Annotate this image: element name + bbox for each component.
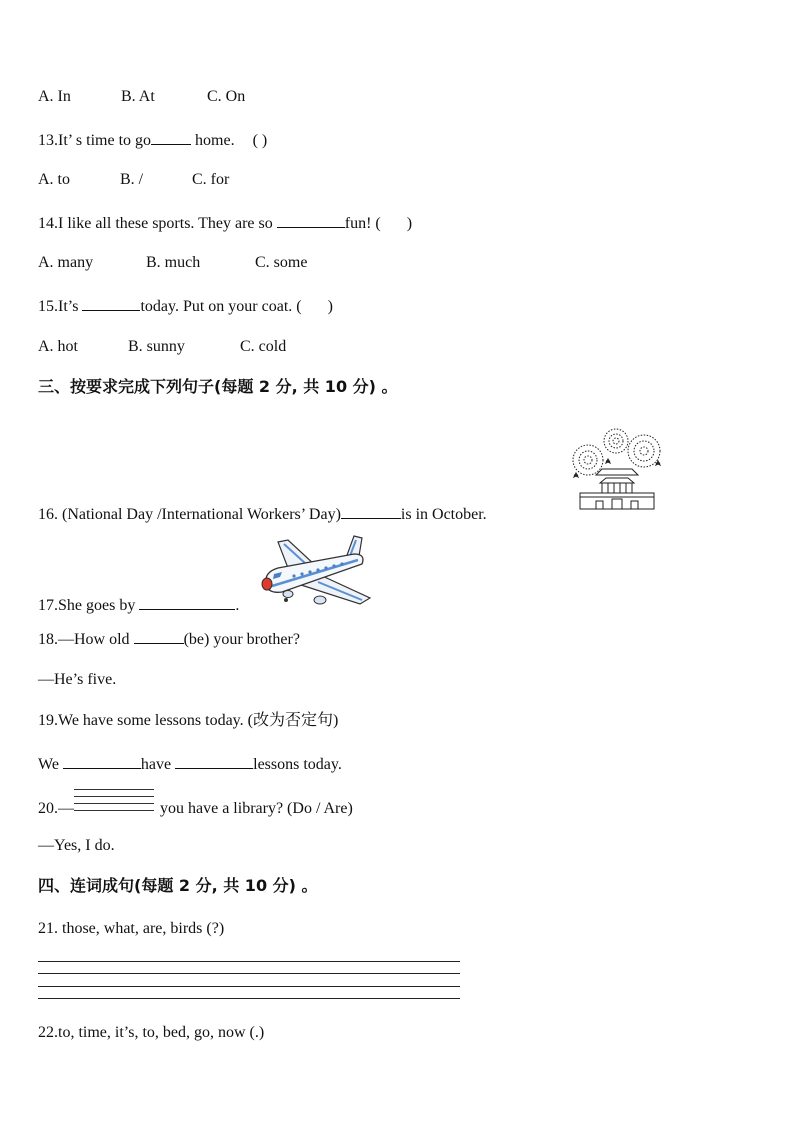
- question-22: 22.to, time, it’s, to, bed, go, now (.): [38, 1024, 265, 1041]
- question-17: [38, 594, 239, 616]
- q17-text: 17.She goes by: [38, 597, 140, 614]
- q12-option-b: B. At: [121, 88, 155, 105]
- q15-text-after: today. Put on your coat. (: [140, 298, 302, 315]
- q16-text-after: is in October.: [400, 506, 487, 523]
- q16-blank[interactable]: [341, 503, 401, 519]
- section-4-title: 四、连词成句(每题 2 分, 共 10 分) 。: [38, 876, 318, 895]
- q18-answer: —He’s five.: [38, 671, 117, 688]
- section-3-title: 三、按要求完成下列句子(每题 2 分, 共 10 分) 。: [38, 377, 398, 396]
- q14-text-after: fun! (: [344, 215, 381, 232]
- q12-option-a: A. In: [38, 88, 71, 105]
- question-15: [38, 295, 333, 317]
- q15-paren-end: ): [327, 298, 333, 315]
- question-18: [38, 628, 300, 650]
- q12-options: [38, 87, 245, 107]
- tiananmen-fireworks-icon: [566, 425, 668, 513]
- q20-text: 20.—: [38, 800, 74, 817]
- question-20: [38, 799, 353, 819]
- q19-blank-1[interactable]: [63, 753, 141, 769]
- q15-text: 15.It’s: [38, 298, 83, 315]
- q15-option-a: A. hot: [38, 338, 78, 355]
- q14-option-a: A. many: [38, 254, 94, 271]
- question-21: 21. those, what, are, birds (?): [38, 920, 225, 937]
- q13-text-after: home.: [191, 132, 235, 149]
- q16-text: 16. (National Day /International Workers’ Day): [38, 506, 341, 523]
- q20-answer: —Yes, I do.: [38, 837, 115, 854]
- q18-text-after: (be) your brother?: [183, 631, 300, 648]
- q15-options: [38, 337, 286, 357]
- q14-paren-end: ): [406, 215, 413, 232]
- question-19: 19.We have some lessons today. (改为否定句): [38, 712, 339, 729]
- q14-option-b: B. much: [146, 254, 201, 271]
- q19-word-have: have: [140, 756, 176, 773]
- q15-blank[interactable]: [82, 295, 140, 311]
- q19-word-lessons: lessons today.: [253, 756, 342, 773]
- q13-options: [38, 170, 229, 190]
- q17-period: .: [235, 597, 240, 614]
- q14-blank[interactable]: [277, 212, 345, 228]
- q20-text-after: you have a library? (Do / Are): [156, 800, 353, 817]
- airplane-icon: [258, 532, 376, 612]
- question-13: [38, 129, 267, 151]
- q20-writing-lines[interactable]: [74, 799, 156, 819]
- q13-option-b: B. /: [120, 171, 144, 188]
- q15-option-c: C. cold: [240, 338, 287, 355]
- q13-blank[interactable]: [151, 129, 191, 145]
- q15-option-b: B. sunny: [128, 338, 185, 355]
- q13-text: 13.It’ s time to go: [38, 132, 152, 149]
- q18-blank[interactable]: [134, 628, 184, 644]
- q13-option-c: C. for: [192, 171, 230, 188]
- q19-answer-line: [38, 753, 342, 775]
- q18-text: 18.—How old: [38, 631, 134, 648]
- q17-blank[interactable]: [139, 594, 235, 610]
- question-14: [38, 212, 412, 234]
- question-16: [38, 503, 487, 525]
- q14-option-c: C. some: [255, 254, 308, 271]
- q13-answer-paren[interactable]: ( ): [252, 132, 268, 149]
- q14-text: 14.I like all these sports. They are so: [38, 215, 277, 232]
- q21-writing-line-1[interactable]: [38, 961, 460, 962]
- q19-blank-2[interactable]: [175, 753, 253, 769]
- q21-writing-line-4[interactable]: [38, 998, 460, 999]
- q12-option-c: C. On: [207, 88, 246, 105]
- q21-writing-line-2[interactable]: [38, 973, 460, 974]
- q14-options: [38, 253, 307, 273]
- q19-word-we: We: [38, 756, 63, 773]
- q21-writing-line-3[interactable]: [38, 986, 460, 987]
- q13-option-a: A. to: [38, 171, 70, 188]
